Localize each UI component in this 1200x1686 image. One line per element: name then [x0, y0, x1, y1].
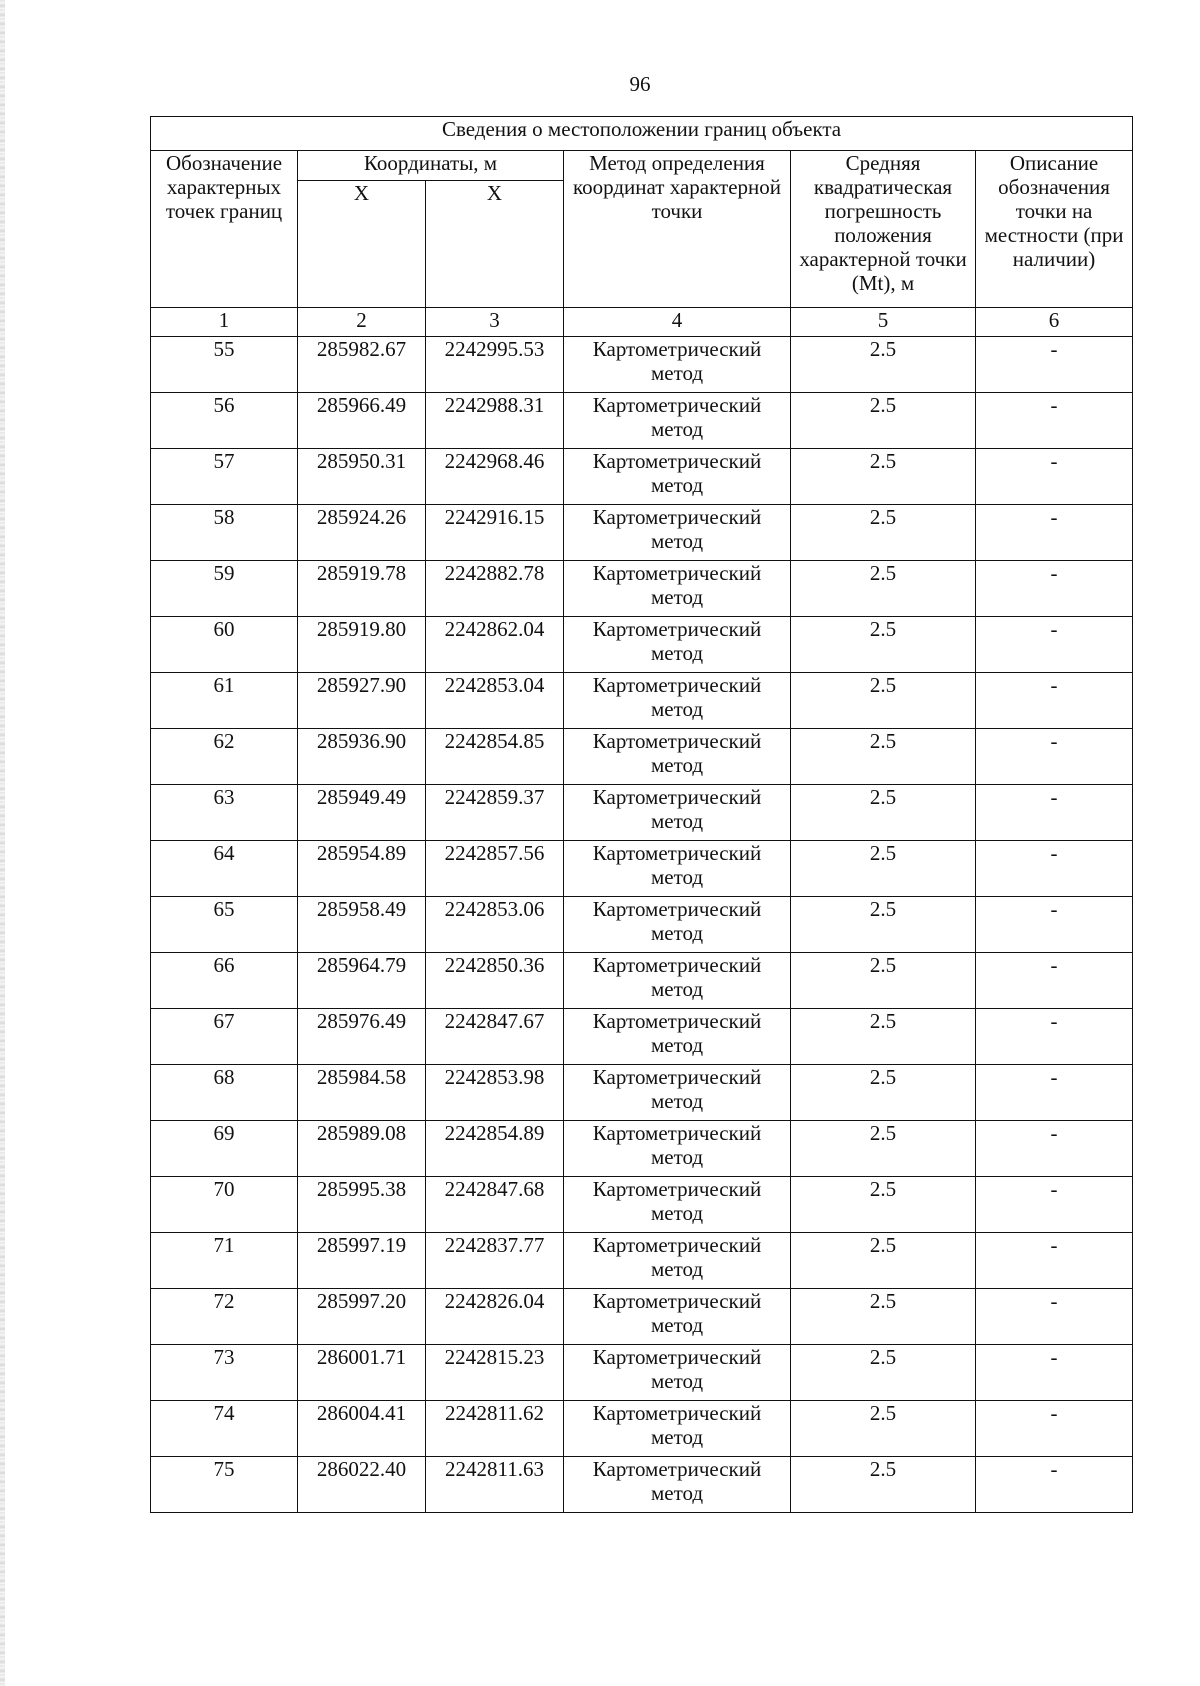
column-number: 3 — [426, 308, 564, 337]
column-number: 5 — [791, 308, 976, 337]
cell-point: 62 — [151, 729, 298, 785]
cell-x: 285995.38 — [298, 1177, 426, 1233]
cell-error: 2.5 — [791, 1401, 976, 1457]
cell-description: - — [976, 1177, 1133, 1233]
cell-error: 2.5 — [791, 1121, 976, 1177]
cell-description: - — [976, 505, 1133, 561]
cell-x: 285982.67 — [298, 337, 426, 393]
cell-error: 2.5 — [791, 785, 976, 841]
cell-method: Картометрический метод — [564, 1009, 791, 1065]
cell-x: 285984.58 — [298, 1065, 426, 1121]
cell-x: 285949.49 — [298, 785, 426, 841]
cell-point: 73 — [151, 1345, 298, 1401]
cell-y: 2242968.46 — [426, 449, 564, 505]
table-row — [151, 953, 1133, 1009]
cell-error: 2.5 — [791, 897, 976, 953]
cell-y: 2242853.04 — [426, 673, 564, 729]
table-row — [151, 1401, 1133, 1457]
cell-y: 2242826.04 — [426, 1289, 564, 1345]
cell-description: - — [976, 1009, 1133, 1065]
cell-description: - — [976, 1065, 1133, 1121]
column-number: 1 — [151, 308, 298, 337]
cell-x: 285919.78 — [298, 561, 426, 617]
cell-x: 285997.20 — [298, 1289, 426, 1345]
cell-method: Картометрический метод — [564, 729, 791, 785]
cell-method: Картометрический метод — [564, 1457, 791, 1513]
column-number-row — [151, 308, 1133, 337]
cell-point: 74 — [151, 1401, 298, 1457]
cell-point: 75 — [151, 1457, 298, 1513]
cell-error: 2.5 — [791, 1233, 976, 1289]
cell-description: - — [976, 1289, 1133, 1345]
cell-x: 285966.49 — [298, 393, 426, 449]
table-row — [151, 393, 1133, 449]
cell-y: 2242857.56 — [426, 841, 564, 897]
cell-error: 2.5 — [791, 729, 976, 785]
table-row — [151, 897, 1133, 953]
cell-description: - — [976, 1233, 1133, 1289]
cell-y: 2242859.37 — [426, 785, 564, 841]
cell-point: 61 — [151, 673, 298, 729]
table-row — [151, 673, 1133, 729]
cell-description: - — [976, 617, 1133, 673]
cell-error: 2.5 — [791, 393, 976, 449]
cell-error: 2.5 — [791, 1457, 976, 1513]
table-row — [151, 729, 1133, 785]
column-number: 6 — [976, 308, 1133, 337]
column-number: 4 — [564, 308, 791, 337]
cell-x: 286022.40 — [298, 1457, 426, 1513]
cell-y: 2242988.31 — [426, 393, 564, 449]
cell-point: 64 — [151, 841, 298, 897]
cell-x: 285924.26 — [298, 505, 426, 561]
cell-y: 2242882.78 — [426, 561, 564, 617]
header-description: Описание обозначения точки на местности (при наличии) — [976, 151, 1133, 308]
cell-method: Картометрический метод — [564, 617, 791, 673]
cell-y: 2242847.67 — [426, 1009, 564, 1065]
cell-x: 285919.80 — [298, 617, 426, 673]
cell-method: Картометрический метод — [564, 1233, 791, 1289]
cell-method: Картометрический метод — [564, 337, 791, 393]
cell-method: Картометрический метод — [564, 1065, 791, 1121]
cell-y: 2242854.85 — [426, 729, 564, 785]
cell-error: 2.5 — [791, 1177, 976, 1233]
table-row — [151, 1121, 1133, 1177]
cell-error: 2.5 — [791, 337, 976, 393]
cell-point: 59 — [151, 561, 298, 617]
cell-x: 285954.89 — [298, 841, 426, 897]
cell-point: 72 — [151, 1289, 298, 1345]
cell-description: - — [976, 841, 1133, 897]
cell-y: 2242862.04 — [426, 617, 564, 673]
cell-method: Картометрический метод — [564, 1289, 791, 1345]
cell-x: 285976.49 — [298, 1009, 426, 1065]
cell-error: 2.5 — [791, 505, 976, 561]
cell-y: 2242995.53 — [426, 337, 564, 393]
cell-y: 2242853.06 — [426, 897, 564, 953]
cell-x: 285950.31 — [298, 449, 426, 505]
cell-description: - — [976, 953, 1133, 1009]
cell-x: 286004.41 — [298, 1401, 426, 1457]
header-x: X — [298, 180, 426, 307]
table-row — [151, 561, 1133, 617]
cell-y: 2242837.77 — [426, 1233, 564, 1289]
cell-y: 2242850.36 — [426, 953, 564, 1009]
cell-point: 56 — [151, 393, 298, 449]
cell-point: 65 — [151, 897, 298, 953]
table-row — [151, 505, 1133, 561]
table-row — [151, 785, 1133, 841]
cell-description: - — [976, 393, 1133, 449]
cell-error: 2.5 — [791, 561, 976, 617]
cell-description: - — [976, 1457, 1133, 1513]
cell-x: 285997.19 — [298, 1233, 426, 1289]
cell-point: 71 — [151, 1233, 298, 1289]
cell-description: - — [976, 337, 1133, 393]
cell-method: Картометрический метод — [564, 841, 791, 897]
scan-edge — [0, 0, 5, 1686]
cell-point: 60 — [151, 617, 298, 673]
cell-method: Картометрический метод — [564, 1121, 791, 1177]
cell-y: 2242811.62 — [426, 1401, 564, 1457]
table-row — [151, 1009, 1133, 1065]
cell-description: - — [976, 785, 1133, 841]
table-row — [151, 1233, 1133, 1289]
cell-y: 2242815.23 — [426, 1345, 564, 1401]
cell-x: 285989.08 — [298, 1121, 426, 1177]
cell-error: 2.5 — [791, 841, 976, 897]
cell-method: Картометрический метод — [564, 1177, 791, 1233]
cell-point: 68 — [151, 1065, 298, 1121]
cell-point: 63 — [151, 785, 298, 841]
header-error: Средняя квадратическая погрешность положения характерной точки (Mt), м — [791, 151, 976, 308]
cell-point: 58 — [151, 505, 298, 561]
cell-method: Картометрический метод — [564, 505, 791, 561]
cell-method: Картометрический метод — [564, 897, 791, 953]
cell-error: 2.5 — [791, 1009, 976, 1065]
cell-y: 2242847.68 — [426, 1177, 564, 1233]
cell-description: - — [976, 1401, 1133, 1457]
cell-x: 286001.71 — [298, 1345, 426, 1401]
cell-x: 285964.79 — [298, 953, 426, 1009]
cell-error: 2.5 — [791, 1065, 976, 1121]
table-row — [151, 1065, 1133, 1121]
table-title: Сведения о местоположении границ объекта — [151, 117, 1133, 151]
cell-method: Картометрический метод — [564, 673, 791, 729]
cell-method: Картометрический метод — [564, 953, 791, 1009]
cell-point: 57 — [151, 449, 298, 505]
cell-y: 2242811.63 — [426, 1457, 564, 1513]
table-row — [151, 841, 1133, 897]
table-row — [151, 337, 1133, 393]
table-row — [151, 1345, 1133, 1401]
cell-description: - — [976, 449, 1133, 505]
cell-error: 2.5 — [791, 953, 976, 1009]
cell-point: 66 — [151, 953, 298, 1009]
cell-point: 69 — [151, 1121, 298, 1177]
cell-y: 2242854.89 — [426, 1121, 564, 1177]
cell-error: 2.5 — [791, 673, 976, 729]
header-y: X — [426, 180, 564, 307]
cell-method: Картометрический метод — [564, 1401, 791, 1457]
cell-point: 67 — [151, 1009, 298, 1065]
cell-point: 55 — [151, 337, 298, 393]
cell-x: 285936.90 — [298, 729, 426, 785]
table-row — [151, 1289, 1133, 1345]
cell-method: Картометрический метод — [564, 449, 791, 505]
cell-method: Картометрический метод — [564, 561, 791, 617]
table-row — [151, 449, 1133, 505]
table-body — [151, 337, 1133, 1513]
cell-description: - — [976, 561, 1133, 617]
table-row — [151, 1177, 1133, 1233]
cell-description: - — [976, 729, 1133, 785]
cell-method: Картометрический метод — [564, 1345, 791, 1401]
cell-x: 285958.49 — [298, 897, 426, 953]
cell-description: - — [976, 673, 1133, 729]
cell-description: - — [976, 897, 1133, 953]
table-row — [151, 617, 1133, 673]
cell-method: Картометрический метод — [564, 785, 791, 841]
cell-error: 2.5 — [791, 617, 976, 673]
cell-error: 2.5 — [791, 1345, 976, 1401]
cell-error: 2.5 — [791, 1289, 976, 1345]
header-method: Метод определения координат характерной точки — [564, 151, 791, 308]
cell-method: Картометрический метод — [564, 393, 791, 449]
boundary-table — [150, 116, 1133, 1513]
cell-point: 70 — [151, 1177, 298, 1233]
table-row — [151, 1457, 1133, 1513]
cell-description: - — [976, 1345, 1133, 1401]
page-number: 96 — [629, 72, 651, 96]
cell-x: 285927.90 — [298, 673, 426, 729]
column-number: 2 — [298, 308, 426, 337]
cell-description: - — [976, 1121, 1133, 1177]
cell-error: 2.5 — [791, 449, 976, 505]
header-coordinates: Координаты, м — [298, 151, 564, 181]
header-designation: Обозначение характерных точек границ — [151, 151, 298, 308]
cell-y: 2242916.15 — [426, 505, 564, 561]
cell-y: 2242853.98 — [426, 1065, 564, 1121]
